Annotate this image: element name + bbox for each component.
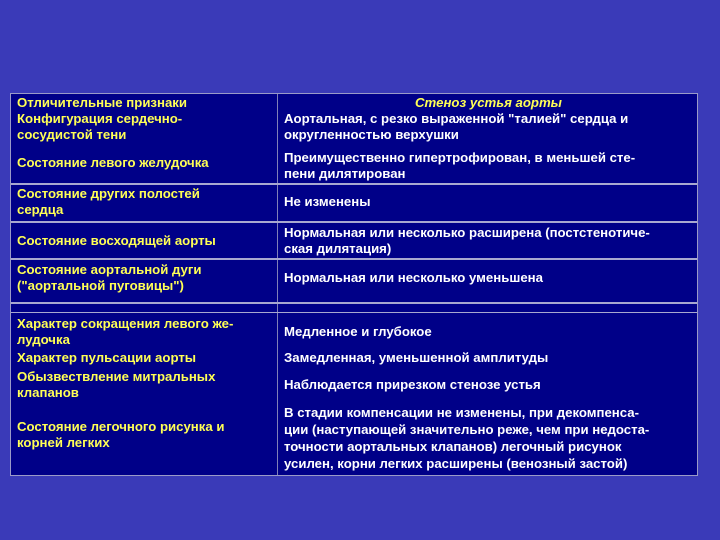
value-cell: В стадии компенсации не изменены, при декомпенса- ции (наступающей значительно реже, чем при недоста- точности аортальных клапанов) легочный рисунок усилен, корни легких расширены (венозный застой) bbox=[277, 401, 697, 475]
table-row bbox=[11, 347, 697, 367]
value-cell: Медленное и глубокое bbox=[277, 313, 697, 347]
feature-cell bbox=[11, 304, 277, 312]
table-divider-row bbox=[11, 302, 697, 312]
value-cell: Не изменены bbox=[277, 185, 697, 221]
table-row bbox=[11, 111, 697, 148]
feature-cell: Состояние аортальной дуги ("аортальной пуговицы") bbox=[17, 262, 202, 293]
feature-cell: Состояние легочного рисунка и корней легких bbox=[17, 419, 225, 450]
value-cell: Нормальная или несколько уменьшена bbox=[277, 260, 697, 302]
table-row bbox=[11, 148, 697, 183]
table-header-row bbox=[11, 94, 697, 111]
feature-cell: Характер сокращения левого же- лудочка bbox=[17, 316, 234, 347]
comparison-table bbox=[10, 93, 698, 476]
value-cell: Аортальная, с резко выраженной "талией" сердца и округленностью верхушки bbox=[277, 111, 697, 148]
table-row bbox=[11, 221, 697, 258]
header-aortic-stenosis: Стеноз устья аорты bbox=[277, 94, 697, 111]
table-row bbox=[11, 312, 697, 347]
header-features: Отличительные признаки bbox=[17, 95, 187, 110]
feature-cell: Характер пульсации аорты bbox=[17, 350, 197, 365]
feature-cell: Обызвествление митральных клапанов bbox=[17, 369, 216, 400]
feature-cell: Состояние других полостей сердца bbox=[17, 186, 200, 217]
feature-cell: Состояние восходящей аорты bbox=[17, 233, 216, 248]
feature-cell: Конфигурация сердечно- сосудистой тени bbox=[17, 111, 183, 142]
value-cell: Нормальная или несколько расширена (постстенотиче- ская дилятация) bbox=[277, 223, 697, 258]
table-row bbox=[11, 367, 697, 401]
value-cell: Наблюдается прирезком стенозе устья bbox=[277, 367, 697, 401]
value-cell: Преимущественно гипертрофирован, в меньшей сте- пени дилятирован bbox=[277, 148, 697, 183]
table-row bbox=[11, 401, 697, 475]
feature-cell: Состояние левого желудочка bbox=[17, 155, 209, 170]
value-cell bbox=[277, 304, 697, 312]
table-row bbox=[11, 183, 697, 221]
value-cell: Замедленная, уменьшенной амплитуды bbox=[277, 347, 697, 367]
table-row bbox=[11, 258, 697, 302]
